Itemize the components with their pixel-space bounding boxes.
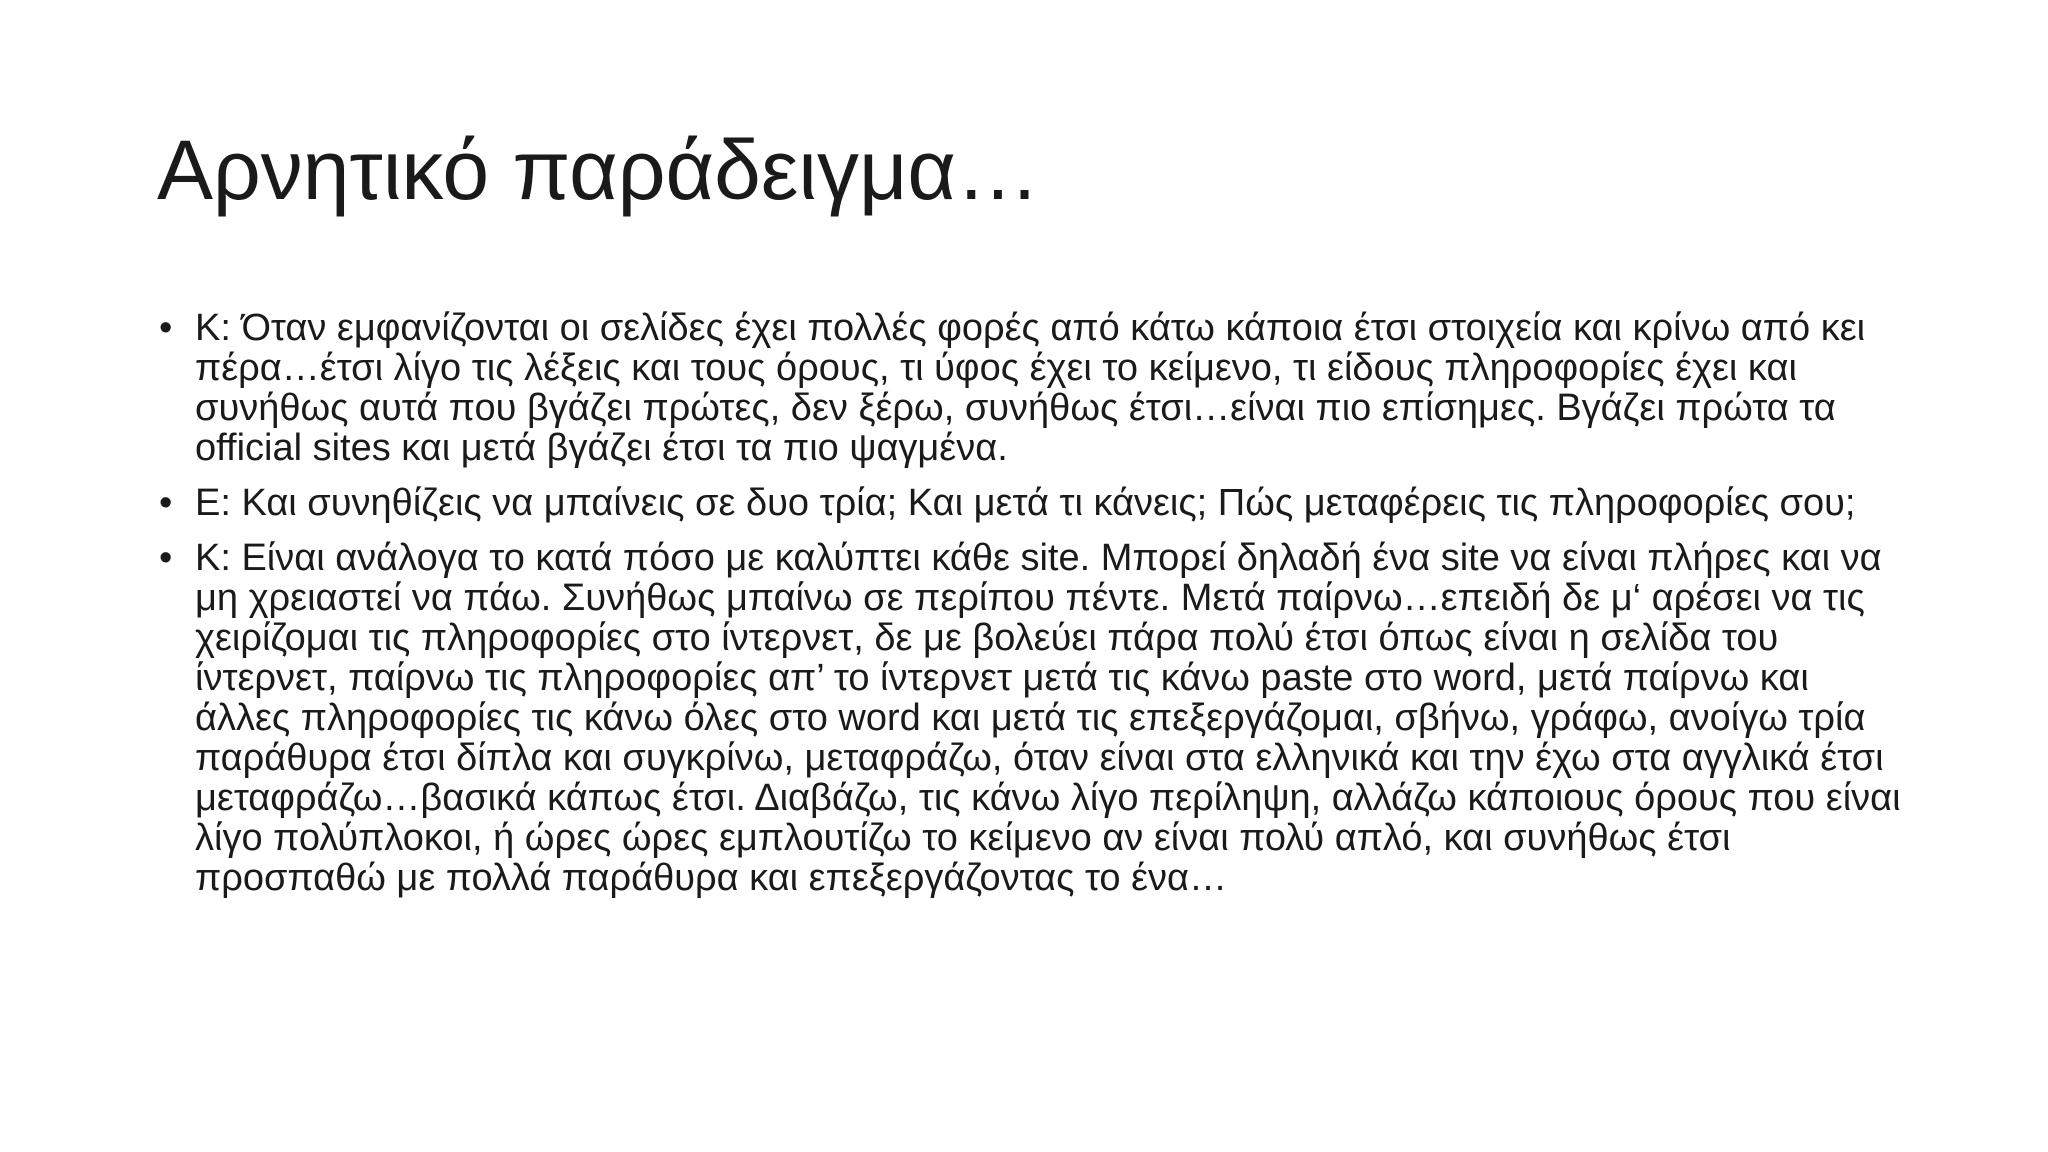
bullet-marker: • — [159, 537, 173, 579]
bullet-list — [157, 308, 1902, 913]
bullet-text: Ε: Και συνηθίζεις να μπαίνεις σε δυο τρία; Και μετά τι κάνεις; Πώς μεταφέρεις τις πληροφορίες σου; — [195, 482, 1856, 524]
bullet-item — [157, 308, 1902, 468]
bullet-item — [157, 538, 1902, 898]
slide-title: Αρνητικό παράδειγμα… — [157, 123, 1040, 217]
bullet-text: Κ: Όταν εμφανίζονται οι σελίδες έχει πολλές φορές από κάτω κάποια έτσι στοιχεία και κρίνω από κει πέρα…έτσι λίγο τις λέξεις και τους όρους, τι ύφος έχει το κείμενο, τι είδους πληροφορίες έχει και συνήθως αυτά που βγάζει πρώτες, δεν ξέρω, συνήθως έτσι…είναι πιο επίσημες. Βγάζει πρώτα τα official sites και μετά βγάζει έτσι τα πιο ψαγμένα. — [195, 307, 1866, 469]
bullet-item — [157, 483, 1902, 523]
bullet-text: Κ: Είναι ανάλογα το κατά πόσο με καλύπτει κάθε site. Μπορεί δηλαδή ένα site να είναι πλήρες και να μη χρειαστεί να πάω. Συνήθως μπαίνω σε περίπου πέντε. Μετά παίρνω…επειδή δε μ‘ αρέσει να τις χειρίζομαι τις πληροφορίες στο ίντερνετ, δε με βολεύει πάρα πολύ έτσι όπως είναι η σελίδα του ίντερνετ, παίρνω τις πληροφορίες απ’ το ίντερνετ μετά τις κάνω paste στο word, μετά παίρνω και άλλες πληροφορίες τις κάνω όλες στο word και μετά τις επεξεργάζομαι, σβήνω, γράφω, ανοίγω τρία παράθυρα έτσι δίπλα και συγκρίνω, μεταφράζω, όταν είναι στα ελληνικά και την έχω στα αγγλικά έτσι μεταφράζω…βασικά κάπως έτσι. Διαβάζω, τις κάνω λίγο περίληψη, αλλάζω κάποιους όρους που είναι λίγο πολύπλοκοι, ή ώρες ώρες εμπλουτίζω το κείμενο αν είναι πολύ απλό, και συνήθως έτσι προσπαθώ με πολλά παράθυρα και επεξεργάζοντας το ένα… — [195, 537, 1901, 899]
bullet-marker: • — [159, 482, 173, 524]
bullet-marker: • — [159, 307, 173, 349]
